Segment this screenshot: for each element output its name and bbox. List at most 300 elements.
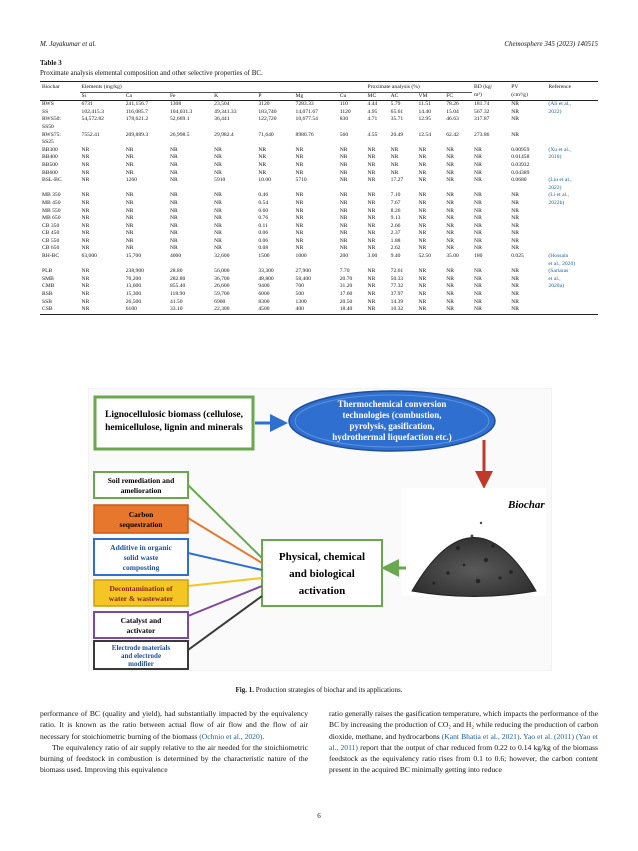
paragraph-left-1-text: performance of BC (quality and yield), had substantially impacted by the equivalency ratio. It is known as the ratio between actual flow of air flow and the flow of air necessary for stoichiometric burning of the biomass (40, 709, 308, 741)
table-cell: NR (390, 154, 399, 161)
table-cell (212, 139, 256, 147)
table-cell (366, 124, 389, 132)
table-cell: 63,000 (81, 253, 97, 260)
table-cell: 15.04 (446, 108, 459, 115)
table-body (40, 101, 598, 315)
table-cell: NR (474, 222, 482, 229)
table-cell: 56,000 (214, 268, 230, 275)
table-cell: NR (511, 116, 519, 123)
header-bd-unit: m³) (474, 92, 482, 99)
table-row (40, 223, 598, 231)
table-cell: 33,300 (258, 268, 274, 275)
cell-reference[interactable]: 2022b) (548, 199, 565, 206)
table-cell: 567.32 (474, 108, 490, 115)
table-cell (338, 124, 366, 132)
table-cell: NR (511, 306, 519, 313)
cell-biochar-name (40, 185, 80, 193)
table-cell: 10.00 (258, 177, 271, 184)
table-cell: NR (418, 230, 427, 237)
table-cell: NR (446, 177, 455, 184)
table-cell: 28.80 (169, 268, 183, 275)
cell-reference[interactable]: et al., (548, 275, 561, 282)
citation-yao-parenthetical[interactable]: (Yao et al., 2011) (329, 731, 598, 752)
cell-reference[interactable]: 2020a) (548, 283, 564, 290)
table-cell: 18.40 (339, 306, 353, 313)
header-empty (40, 92, 80, 101)
table-cell: 35.00 (446, 253, 459, 260)
running-head-journal: Chemosphere 345 (2023) 140515 (504, 40, 598, 48)
table-cell: 2.62 (390, 245, 401, 252)
table-cell: NR (367, 245, 376, 252)
table-cell (294, 185, 338, 193)
table-cell (338, 261, 366, 269)
table-cell (444, 261, 472, 269)
table-cell: NR (214, 237, 222, 244)
table-cell: 7.67 (390, 199, 401, 206)
table-cell: NR (125, 192, 134, 199)
table-cell (472, 124, 509, 132)
table-cell (509, 124, 546, 132)
table-cell: NR (367, 146, 376, 153)
page-number: 6 (317, 812, 321, 820)
table-cell: NR (169, 230, 178, 237)
table-cell: 104,031.3 (169, 108, 193, 115)
table-cell: NR (339, 237, 348, 244)
table-cell (124, 185, 168, 193)
paragraph-left-1-end: . (262, 731, 265, 741)
table-cell: NR (367, 306, 376, 313)
table-title: Table 3 (40, 59, 62, 67)
cell-reference (546, 162, 598, 170)
header-proximate: Proximate analysis (%) (366, 82, 473, 93)
table-cell: NR (418, 169, 427, 176)
table-cell: NR (367, 192, 376, 199)
table-cell: 1500 (258, 253, 270, 260)
header-pv-unit: (cm³/g) (511, 92, 528, 99)
table-cell: NR (367, 169, 376, 176)
table-cell (366, 185, 389, 193)
table-cell: NR (418, 222, 427, 229)
table-cell: 31.20 (339, 283, 353, 290)
table-cell: 71,640 (258, 131, 274, 138)
table-cell: NR (125, 161, 134, 168)
table-cell: 4.95 (367, 108, 378, 115)
cell-biochar-name: BB400 (42, 154, 58, 161)
subheader-p: P (258, 92, 262, 99)
table-cell: 78.26 (446, 101, 459, 108)
table-cell: NR (418, 268, 427, 275)
table-cell: NR (214, 154, 222, 161)
table-cell: 54,572.82 (81, 116, 104, 123)
table-row (40, 170, 598, 178)
table-cell: 4.55 (367, 131, 378, 138)
table-cell: NR (446, 245, 455, 252)
subheader-k: K (214, 92, 219, 99)
cell-reference[interactable]: (Xu et al., (548, 146, 571, 153)
table-cell: NR (474, 275, 482, 282)
table-cell: NR (295, 192, 304, 199)
table-cell: NR (339, 222, 348, 229)
table-cell: NR (367, 207, 376, 214)
table-cell: 0.025 (511, 253, 524, 260)
table-cell: NR (418, 154, 427, 161)
table-cell (444, 124, 472, 132)
table-cell: NR (125, 222, 134, 229)
cell-biochar-name: SS (42, 108, 49, 115)
table-cell: NR (81, 298, 90, 305)
citation-ochnio[interactable]: (Ochnio et al., 2020) (199, 731, 263, 741)
table-cell (366, 261, 389, 269)
table-cell: 14.39 (390, 298, 404, 305)
activation-text-3: activation (298, 585, 346, 597)
table-cell: NR (81, 268, 90, 275)
table-cell: NR (295, 169, 304, 176)
app-composting-text-2: solid waste (123, 553, 159, 562)
app-catalyst-text-2: activator (126, 626, 156, 635)
table-cell: NR (169, 245, 178, 252)
table-cell: NR (258, 154, 267, 161)
table-cell: 59,700 (214, 291, 230, 298)
table-cell (256, 185, 293, 193)
paragraph-right-text-c: report that the output of char reduced from 0.22 to 0.14 kg/kg of the biomass feedstock as the equivalency ratio rises from 0.1 to 0.6; however, the carbon content present in the acquired BC minimally getting into reduce (329, 742, 598, 775)
table-cell: 2.37 (390, 230, 401, 237)
table-cell: NR (390, 146, 399, 153)
table-cell: NR (474, 230, 482, 237)
table-cell: NR (418, 245, 427, 252)
table-cell: NR (295, 237, 304, 244)
table-cell: NR (169, 237, 178, 244)
table-cell: NR (169, 169, 178, 176)
table-cell: NR (511, 291, 519, 298)
table-cell: 23,504 (214, 101, 230, 108)
citation-yao-narrative[interactable]: Yao et al. (2011) (523, 731, 574, 741)
table-cell (472, 185, 509, 193)
cell-biochar-name: SS50 (42, 123, 54, 130)
cell-biochar-name: SSB (42, 298, 52, 305)
table-row (40, 261, 598, 269)
table-cell: NR (214, 169, 222, 176)
table-cell: 0.54 (258, 199, 269, 206)
table-cell: NR (474, 237, 482, 244)
table-cell: NR (511, 131, 519, 138)
cell-biochar-name: SMB (42, 275, 54, 282)
table-row (40, 283, 598, 291)
table-cell: 0.08 (258, 245, 269, 252)
body-column-left (40, 708, 308, 776)
table-cell: NR (511, 283, 519, 290)
cell-biochar-name (40, 261, 80, 269)
table-cell: 4.44 (367, 101, 378, 108)
table-cell: NR (214, 146, 222, 153)
table-cell: NR (474, 161, 482, 168)
figure-caption-label: Fig. 1. (235, 686, 254, 694)
table-cell: NR (214, 192, 222, 199)
table-cell: NR (511, 108, 519, 115)
table-cell (168, 185, 212, 193)
table-cell: NR (169, 207, 178, 214)
table-cell: NR (169, 154, 178, 161)
cell-reference (546, 132, 598, 140)
table-cell (294, 139, 338, 147)
cell-biochar-name: CB 350 (42, 222, 60, 229)
table-cell: NR (367, 177, 376, 184)
table-cell: NR (446, 230, 455, 237)
table-cell (472, 139, 509, 147)
table-cell: 32,600 (214, 253, 230, 260)
table-cell: NR (511, 230, 519, 237)
table-cell: 200 (339, 253, 349, 260)
biochar-label: Biochar (508, 499, 545, 511)
table-cell: NR (125, 169, 134, 176)
table-cell: NR (214, 222, 222, 229)
table-cell: 26,998.5 (169, 131, 190, 138)
table-cell: NR (81, 237, 90, 244)
table-cell (80, 124, 124, 132)
subheader-cu: Cu (339, 92, 347, 99)
table-cell: NR (295, 215, 304, 222)
app-soil-text-1: Soil remediation and (107, 476, 175, 485)
table-cell (444, 139, 472, 147)
table-cell: NR (339, 177, 348, 184)
proximate-analysis-table (40, 81, 598, 315)
table-row (40, 200, 598, 208)
table-cell: 0.03932 (511, 161, 530, 168)
table-cell: NR (511, 222, 519, 229)
table-row (40, 124, 598, 132)
table-cell: NR (81, 283, 90, 290)
table-cell: NR (258, 169, 267, 176)
table-row (40, 276, 598, 284)
table-cell: NR (367, 161, 376, 168)
table-cell: 7283.33 (295, 101, 314, 108)
table-cell: NR (295, 161, 304, 168)
table-cell: NR (339, 169, 348, 176)
subheader-ac: AC (390, 92, 399, 99)
table-cell: NR (511, 199, 519, 206)
cell-biochar-name: BSL-BC (42, 177, 62, 184)
app-electrode-text-1: Electrode materials (111, 644, 171, 652)
table-cell: NR (390, 169, 399, 176)
table-cell: NR (446, 215, 455, 222)
table-cell: 52.50 (418, 253, 432, 260)
table-cell (366, 139, 389, 147)
table-cell (389, 124, 417, 132)
table-cell (124, 139, 168, 147)
table-row (40, 177, 598, 185)
table-cell: NR (446, 199, 455, 206)
table-cell: 0.76 (258, 215, 269, 222)
table-cell: 2.66 (390, 222, 401, 229)
header-bd: BD (kg/ (474, 84, 493, 90)
table-cell: NR (81, 275, 90, 282)
table-cell: NR (295, 222, 304, 229)
table-cell (509, 185, 546, 193)
table-cell: 3.00 (367, 253, 378, 260)
table-cell: 110 (339, 101, 348, 108)
table-cell: 122,720 (258, 116, 277, 123)
header-biochar: Biochar (42, 84, 60, 90)
table-caption: Proximate analysis elemental composition and other selective properties of BC. (40, 69, 263, 77)
table-cell (124, 124, 168, 132)
cell-biochar-name: PLB (42, 268, 53, 275)
table-cell: 0.01458 (511, 154, 530, 161)
table-cell: 6000 (258, 291, 270, 298)
table-cell: NR (474, 215, 482, 222)
table-cell: NR (367, 215, 376, 222)
table-cell: NR (367, 199, 376, 206)
table-cell: NR (474, 207, 482, 214)
table-cell: NR (367, 283, 376, 290)
table-cell: 8980.76 (295, 131, 314, 138)
table-cell: NR (418, 161, 427, 168)
table-cell: NR (81, 169, 90, 176)
table-row (40, 299, 598, 307)
cell-biochar-name: CB 550 (42, 237, 60, 244)
figure-1-diagram (88, 388, 552, 671)
table-cell: NR (367, 275, 376, 282)
table-cell: NR (418, 199, 427, 206)
app-decontamination-text-1: Decontamination of (109, 584, 173, 593)
cell-reference[interactable]: (Liu et al., (548, 177, 572, 184)
cell-reference (546, 223, 598, 231)
table-cell: NR (125, 237, 134, 244)
table-cell: 282.80 (169, 275, 186, 282)
table-cell: NR (367, 298, 376, 305)
table-cell: 0.46 (258, 192, 269, 199)
table-cell: NR (511, 192, 519, 199)
table-cell: NR (295, 245, 304, 252)
table-cell: NR (418, 306, 427, 313)
cell-biochar-name: RWS50: (42, 116, 61, 123)
table-cell: 27,900 (295, 268, 311, 275)
table-cell: 26,500 (125, 298, 142, 305)
table-cell: NR (81, 177, 90, 184)
table-cell (389, 139, 417, 147)
table-cell: 6731 (81, 101, 93, 108)
cell-biochar-name: BB300 (42, 146, 58, 153)
subheader-si: Si (81, 92, 87, 99)
table-cell: 0.00959 (511, 146, 530, 153)
table-cell: 273.86 (474, 131, 490, 138)
table-cell: NR (169, 199, 178, 206)
table-cell: NR (446, 207, 455, 214)
table-cell: NR (418, 207, 427, 214)
header-empty-ref (546, 92, 598, 101)
table-cell: NR (81, 222, 90, 229)
table-cell (389, 185, 417, 193)
table-cell: 8.26 (390, 207, 401, 214)
app-electrode-text-2: and electrode (120, 652, 162, 660)
table-cell (168, 124, 212, 132)
table-cell: NR (81, 230, 90, 237)
table-cell: NR (511, 245, 519, 252)
table-cell: NR (511, 237, 519, 244)
table-cell (509, 139, 546, 147)
table-cell (168, 261, 212, 269)
cell-biochar-name: CB 650 (42, 245, 60, 252)
table-cell: NR (446, 169, 455, 176)
cell-reference[interactable]: 2022) (548, 108, 562, 115)
subheader-ca: Ca (125, 92, 132, 99)
table-cell: 238,900 (125, 268, 144, 275)
table-cell: NR (474, 177, 482, 184)
table-row (40, 162, 598, 170)
table-row (40, 116, 598, 124)
table-cell: 72.61 (390, 268, 404, 275)
table-cell: 58,400 (295, 275, 311, 282)
app-decontamination-text-2: water & wastewater (108, 594, 174, 603)
subheader-mc: MC (367, 92, 377, 99)
table-cell: NR (339, 245, 348, 252)
table-cell: 317.87 (474, 116, 490, 123)
table-cell: 9.13 (390, 215, 401, 222)
table-cell: 1000 (295, 253, 307, 260)
table-cell: NR (474, 268, 482, 275)
table-cell: 14.40 (418, 108, 432, 115)
table-cell: NR (367, 268, 376, 275)
cell-reference[interactable]: (Sarlaras (548, 268, 569, 275)
cell-biochar-name: BB500 (42, 161, 58, 168)
lignocellulosic-text-1: Lignocellulosic biomass (cellulose, (104, 410, 244, 420)
table-cell: 560 (339, 131, 349, 138)
table-cell: 5.79 (390, 101, 401, 108)
cell-biochar-name: RWS (42, 101, 54, 108)
cell-reference[interactable]: 2018) (548, 154, 562, 161)
cell-reference[interactable]: et al., 2020) (548, 260, 576, 267)
table-cell: NR (474, 245, 482, 252)
header-pv: PV (511, 84, 519, 90)
table-cell: NR (81, 215, 90, 222)
citation-kant-bhatia[interactable]: (Kant Bhatia et al., 2021) (441, 731, 520, 741)
table-cell: NR (339, 207, 348, 214)
table-cell: 0.06 (258, 237, 269, 244)
cell-reference (546, 139, 598, 147)
cell-reference[interactable]: 2022) (548, 184, 562, 191)
table-cell: 116,085.7 (125, 108, 148, 115)
table-cell: NR (258, 161, 267, 168)
table-cell: 35.71 (390, 116, 404, 123)
table-cell: NR (214, 245, 222, 252)
table-cell: NR (125, 245, 134, 252)
table-cell: NR (295, 230, 304, 237)
table-cell: 36,441 (214, 116, 230, 123)
table-cell (472, 261, 509, 269)
table-cell: 10,677.54 (295, 116, 318, 123)
table-cell: 65.61 (390, 108, 404, 115)
table-cell: NR (81, 207, 90, 214)
table-cell: NR (511, 275, 519, 282)
table-cell: NR (169, 192, 178, 199)
cell-reference[interactable]: (Hossain (548, 253, 569, 260)
table-cell: 500 (295, 291, 304, 298)
table-cell (212, 185, 256, 193)
table-cell: 178,621.2 (125, 116, 149, 123)
subheader-fe: Fe (169, 92, 176, 99)
cell-biochar-name: CB 450 (42, 230, 60, 237)
cell-biochar-name: RWS75: (42, 131, 61, 138)
table-cell: NR (367, 291, 376, 298)
table-cell (80, 139, 124, 147)
table-cell: NR (295, 146, 304, 153)
table-cell: 46.63 (446, 116, 459, 123)
table-cell: NR (446, 154, 455, 161)
cell-reference[interactable]: (Li et al., (548, 192, 569, 199)
table-cell: NR (511, 268, 519, 275)
table-cell: NR (295, 207, 304, 214)
table-cell: 209,889.3 (125, 131, 149, 138)
cell-reference[interactable]: (Ali et al., (548, 101, 572, 108)
table-cell: NR (474, 146, 482, 153)
